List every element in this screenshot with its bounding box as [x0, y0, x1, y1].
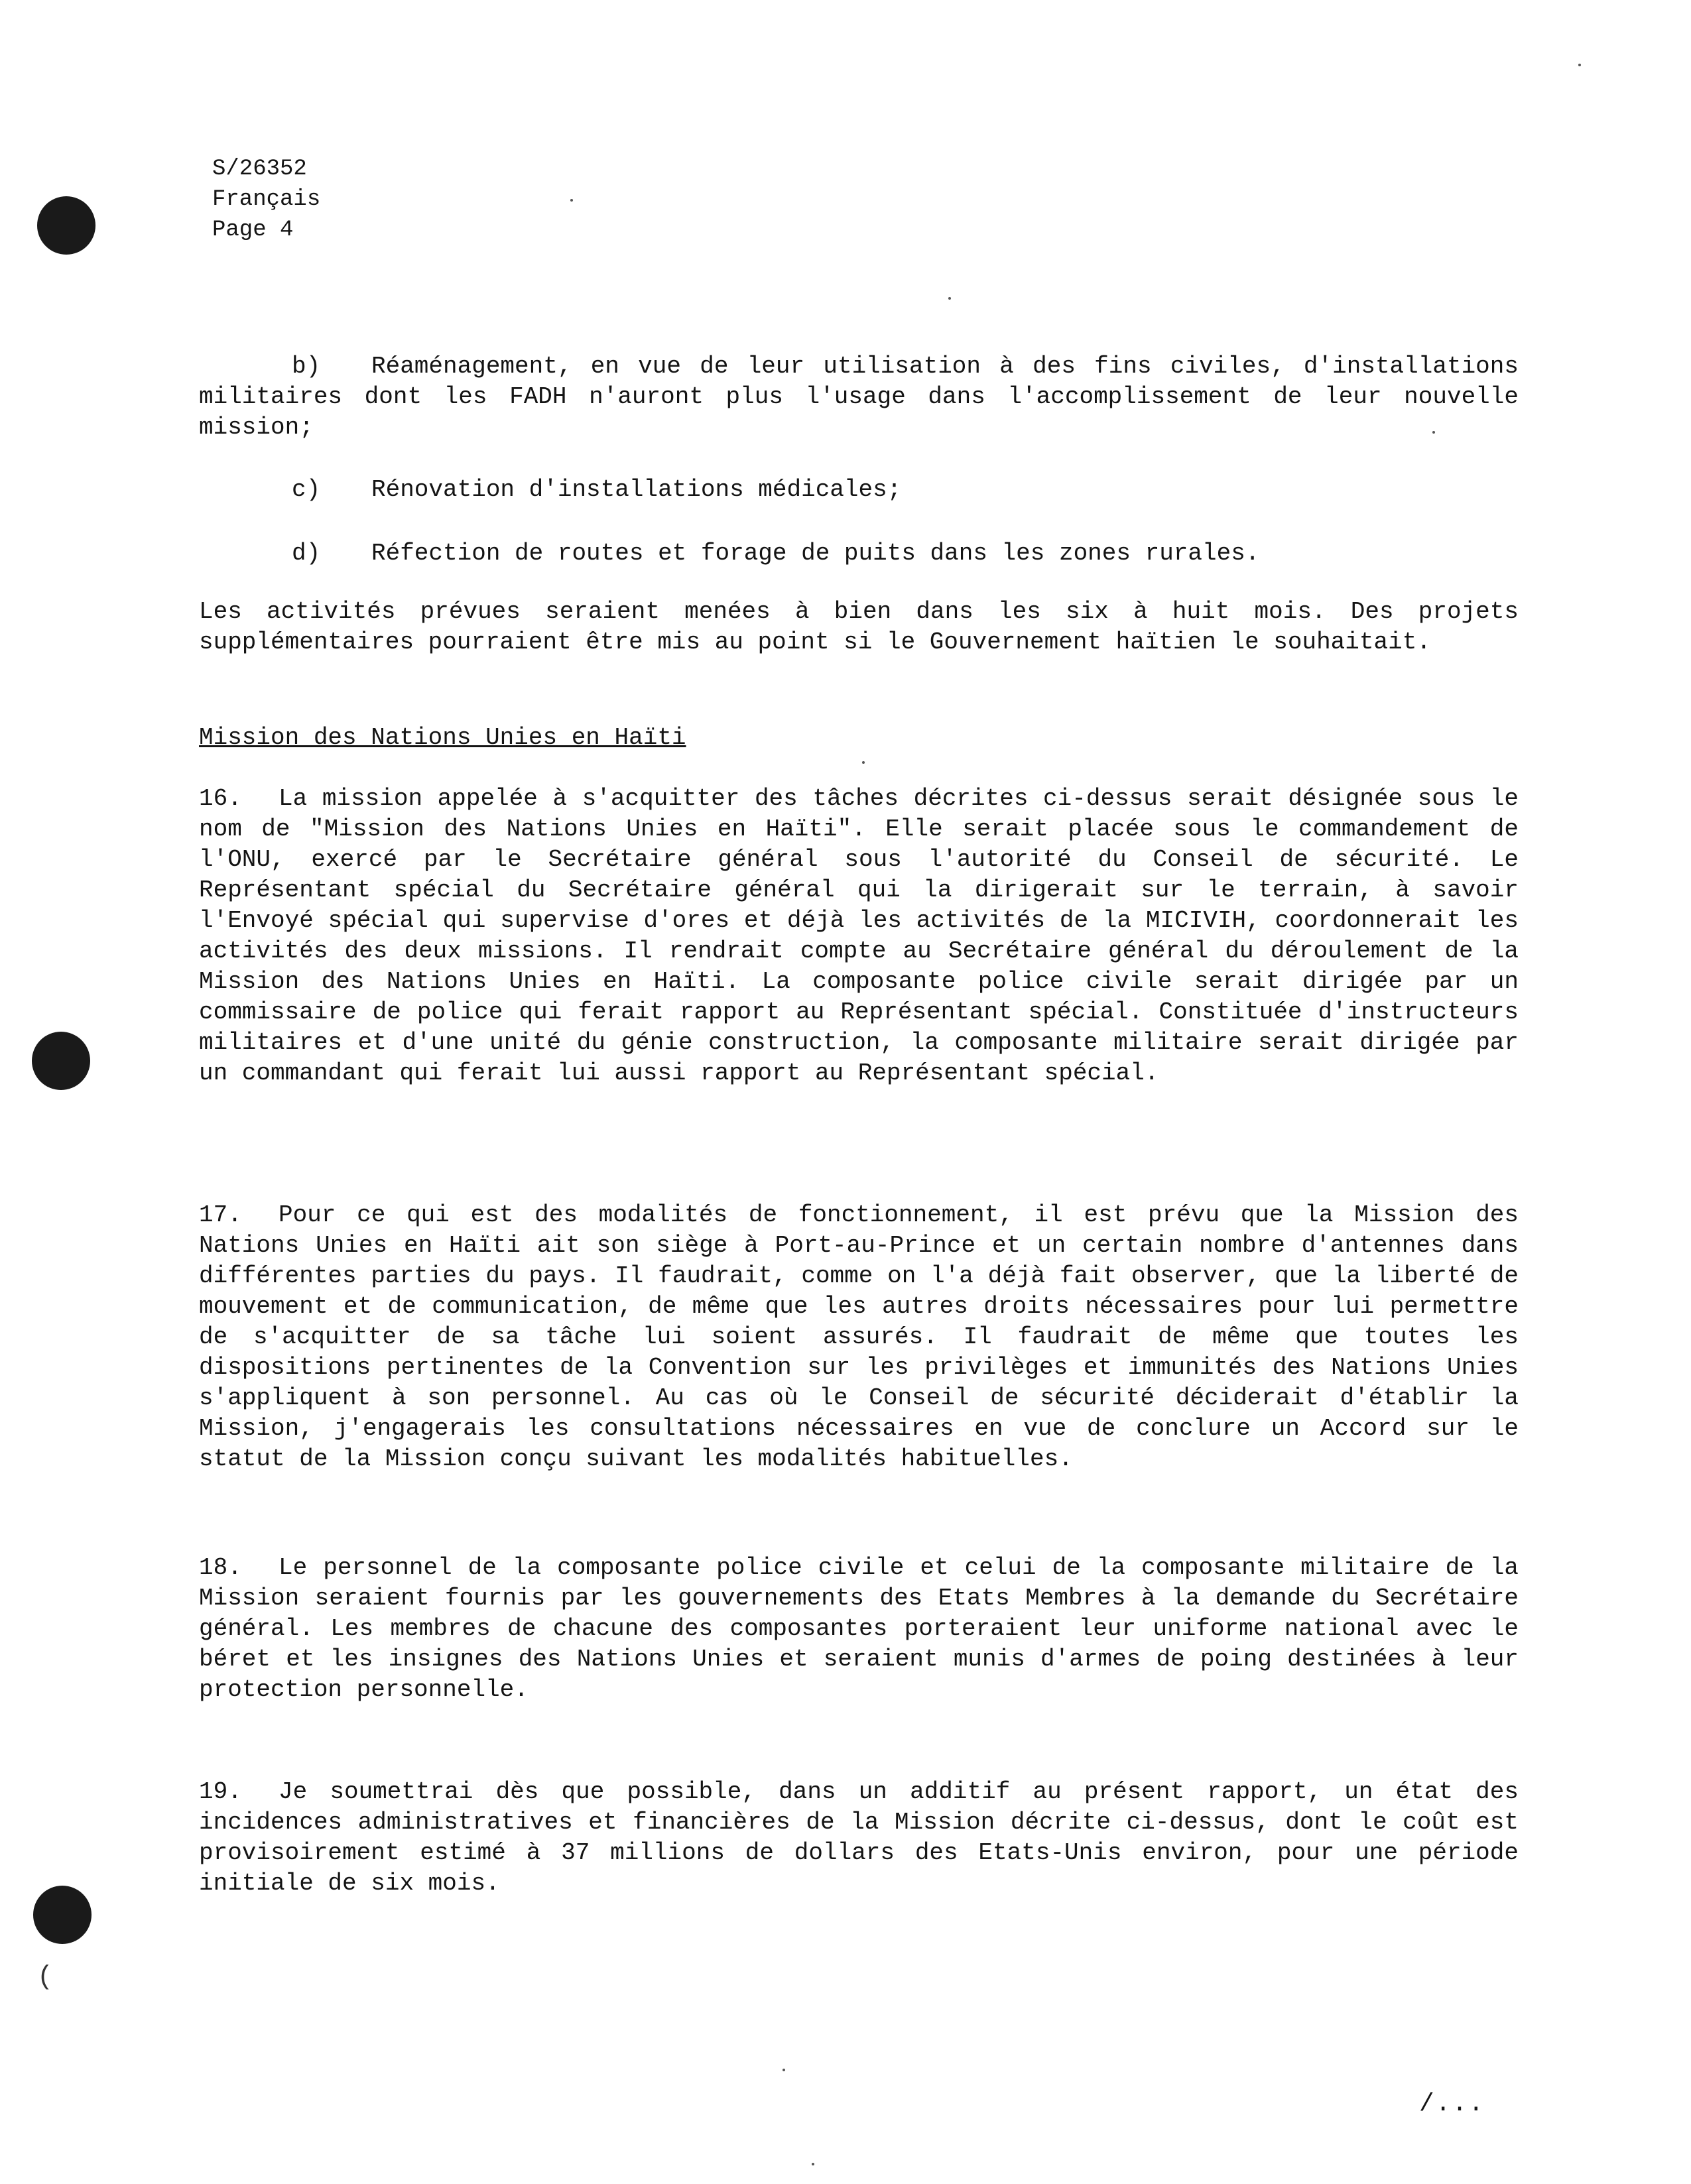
list-item-d	[199, 538, 1519, 569]
list-item-c	[199, 475, 1519, 505]
activities-paragraph	[199, 597, 1519, 658]
document-symbol: S/26352	[212, 156, 307, 182]
paragraph-text: Pour ce qui est des modalités de fonctionnement, il est prévu que la Mission des Nations Unies en Haïti ait son siège à Port-au-Prince et un certain nombre d'antennes dans différentes parties du pays. Il faudrait, comme on l'a déjà fait observer, que la liberté de mouvement et de communication, de même que les autres droits nécessaires pour lui permettre de s'acquitter de sa tâche lui soient assurés. Il faudrait de même que toutes les dispositions pertinentes de la Convention sur les privilèges et immunités des Nations Unies s'appliquent à son personnel. Au cas où le Conseil de sécurité déciderait d'établir la Mission, j'engagerais les consultations nécessaires en vue de conclure un Accord sur le statut de la Mission conçu suivant les modalités habituelles.	[199, 1201, 1519, 1473]
paragraph-number: 17.	[199, 1201, 242, 1229]
page-number: Page 4	[212, 217, 294, 243]
paragraph-17	[199, 1200, 1519, 1475]
section-heading: Mission des Nations Unies en Haïti	[199, 724, 686, 751]
scan-speck	[783, 2069, 785, 2071]
paragraph-number: 19.	[199, 1778, 242, 1805]
punch-hole-middle	[32, 1032, 90, 1090]
scan-speck	[948, 297, 951, 300]
paragraph-18	[199, 1553, 1519, 1705]
scan-speck	[1578, 64, 1581, 66]
list-item-label: d)	[292, 540, 321, 567]
list-item-text: Rénovation d'installations médicales;	[371, 476, 902, 503]
paragraph-text: Les activités prévues seraient menées à bien dans les six à huit mois. Des projets supplémentaires pourraient être mis au point si le Gouvernement haïtien le souhaitait.	[199, 598, 1519, 656]
paragraph-16	[199, 784, 1519, 1089]
list-item-label: c)	[292, 476, 321, 503]
punch-hole-bottom	[33, 1886, 92, 1944]
paragraph-text: La mission appelée à s'acquitter des tâches décrites ci-dessus serait désignée sous le nom de "Mission des Nations Unies en Haïti". Elle serait placée sous le commandement de l'ONU, exercé par le Secrétaire général sous l'autorité du Conseil de sécurité. Le Représentant spécial du Secrétaire général qui la dirigerait sur le terrain, à savoir l'Envoyé spécial qui supervise d'ores et déjà les activités de la MICIVIH, coordonnerait les activités des deux missions. Il rendrait compte au Secrétaire général du déroulement de la Mission des Nations Unies en Haïti. La composante police civile serait dirigée par un commissaire de police qui ferait rapport au Représentant spécial. Constituée d'instructeurs militaires et d'une unité du génie construction, la composante militaire serait dirigée par un commandant qui ferait lui aussi rapport au Représentant spécial.	[199, 785, 1519, 1087]
list-item-b	[199, 351, 1519, 443]
paragraph-text: Le personnel de la composante police civile et celui de la composante militaire de la Mission seraient fournis par les gouvernements des Etats Membres à la demande du Secrétaire général. Les membres de chacune des composantes porteraient leur uniforme national avec le béret et les insignes des Nations Unies et seraient munis d'armes de poing destinées à leur protection personnelle.	[199, 1554, 1519, 1703]
list-item-text: Réaménagement, en vue de leur utilisation à des fins civiles, d'installations militaires dont les FADH n'auront plus l'usage dans l'accomplissement de leur nouvelle mission;	[199, 353, 1519, 441]
document-header	[212, 154, 320, 245]
list-item-label: b)	[292, 353, 321, 380]
paragraph-number: 16.	[199, 785, 242, 812]
paragraph-text: Je soumettrai dès que possible, dans un additif au présent rapport, un état des incidences administratives et financières de la Mission décrite ci-dessus, dont le coût est provisoirement estimé à 37 millions de dollars des Etats-Unis environ, pour une période initiale de six mois.	[199, 1778, 1519, 1897]
punch-hole-top	[37, 196, 95, 255]
edge-mark: (	[37, 1963, 54, 1992]
document-language: Français	[212, 187, 321, 212]
scan-speck	[862, 761, 865, 764]
continuation-mark: /...	[1419, 2090, 1485, 2118]
paragraph-19	[199, 1777, 1519, 1899]
scan-speck	[570, 199, 573, 202]
list-item-text: Réfection de routes et forage de puits dans les zones rurales.	[371, 540, 1260, 567]
paragraph-number: 18.	[199, 1554, 242, 1581]
scan-speck	[812, 2163, 814, 2165]
